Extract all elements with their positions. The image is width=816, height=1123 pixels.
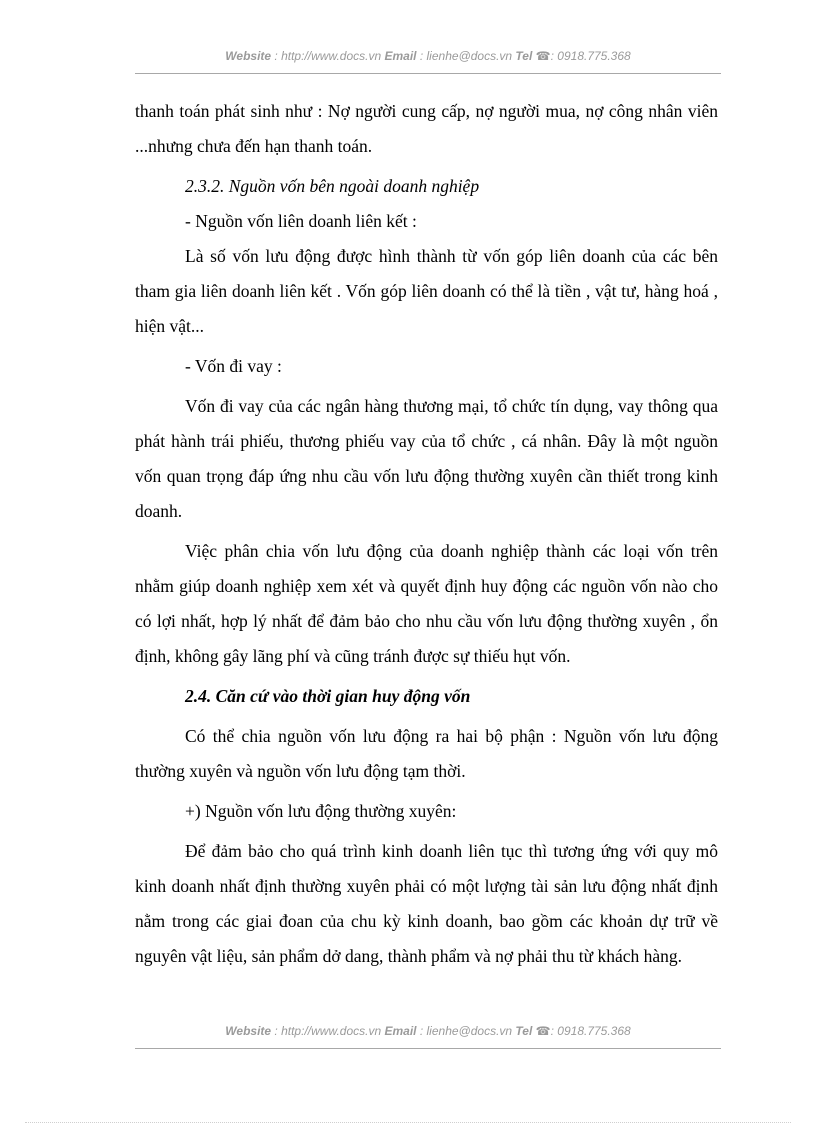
page-footer: [135, 1024, 721, 1038]
email-value: : lienhe@docs.vn: [419, 49, 513, 63]
email-label: Email: [384, 49, 417, 63]
paragraph-permanent-capital: Để đảm bảo cho quá trình kinh doanh liên tục thì tương ứng với quy mô kinh doanh nhất định thường xuyên phải có một lượng tài sản lưu động nhất định nằm trong các giai đoan của chu kỳ kinh doanh, bao gồm các khoản dự trữ về nguyên vật liệu, sản phẩm dở dang, thành phẩm và nợ phải thu từ khách hàng.: [135, 841, 718, 966]
section-heading-2-4: 2.4. Căn cứ vào thời gian huy động vốn: [185, 686, 471, 706]
email-label: Email: [384, 1024, 417, 1038]
paragraph-debts-continued: thanh toán phát sinh như : Nợ người cung cấp, nợ người mua, nợ công nhân viên ...nhưng chưa đến hạn thanh toán.: [135, 101, 718, 156]
section-heading-2-3-2: 2.3.2. Nguồn vốn bên ngoài doanh nghiệp: [185, 176, 480, 196]
tel-label: Tel: [515, 49, 533, 63]
paragraph-joint-venture: Là số vốn lưu động được hình thành từ vốn góp liên doanh của các bên tham gia liên doanh liên kết . Vốn góp liên doanh có thể là tiền , vật tư, hàng hoá , hiện vật...: [135, 246, 718, 336]
list-item-permanent-capital: +) Nguồn vốn lưu động thường xuyên:: [185, 801, 457, 821]
website-value: : http://www.docs.vn: [274, 1024, 382, 1038]
paragraph-borrowed-capital: Vốn đi vay của các ngân hàng thương mại, tổ chức tín dụng, vay thông qua phát hành trái phiếu, thương phiếu vay của tổ chức , cá nhân. Đây là một nguồn vốn quan trọng đáp ứng nhu cầu vốn lưu động thường xuyên cần thiết trong kinh doanh.: [135, 396, 718, 521]
tel-value: : 0918.775.368: [550, 49, 631, 63]
tel-label: Tel: [515, 1024, 533, 1038]
footer-rule: [135, 1048, 721, 1049]
page-header: [135, 49, 721, 63]
list-item-borrowed-capital: - Vốn đi vay :: [185, 356, 282, 376]
paragraph-classification: Việc phân chia vốn lưu động của doanh nghiệp thành các loại vốn trên nhằm giúp doanh nghiệp xem xét và quyết định huy động các nguồn vốn nào cho có lợi nhất, hợp lý nhất để đảm bảo cho nhu cầu vốn lưu động thường xuyên , ổn định, không gây lãng phí và cũng tránh được sự thiếu hụt vốn.: [135, 541, 718, 666]
paragraph-two-parts: Có thể chia nguồn vốn lưu động ra hai bộ phận : Nguồn vốn lưu động thường xuyên và nguồn vốn lưu động tạm thời.: [135, 726, 718, 781]
website-label: Website: [225, 49, 272, 63]
website-value: : http://www.docs.vn: [274, 49, 382, 63]
website-label: Website: [225, 1024, 272, 1038]
list-item-joint-venture: - Nguồn vốn liên doanh liên kết :: [185, 211, 417, 231]
email-value: : lienhe@docs.vn: [419, 1024, 513, 1038]
tel-value: : 0918.775.368: [550, 1024, 631, 1038]
phone-icon: ☎: [535, 49, 551, 63]
page-body: [135, 94, 718, 974]
phone-icon: ☎: [535, 1024, 551, 1038]
header-rule: [135, 73, 721, 74]
